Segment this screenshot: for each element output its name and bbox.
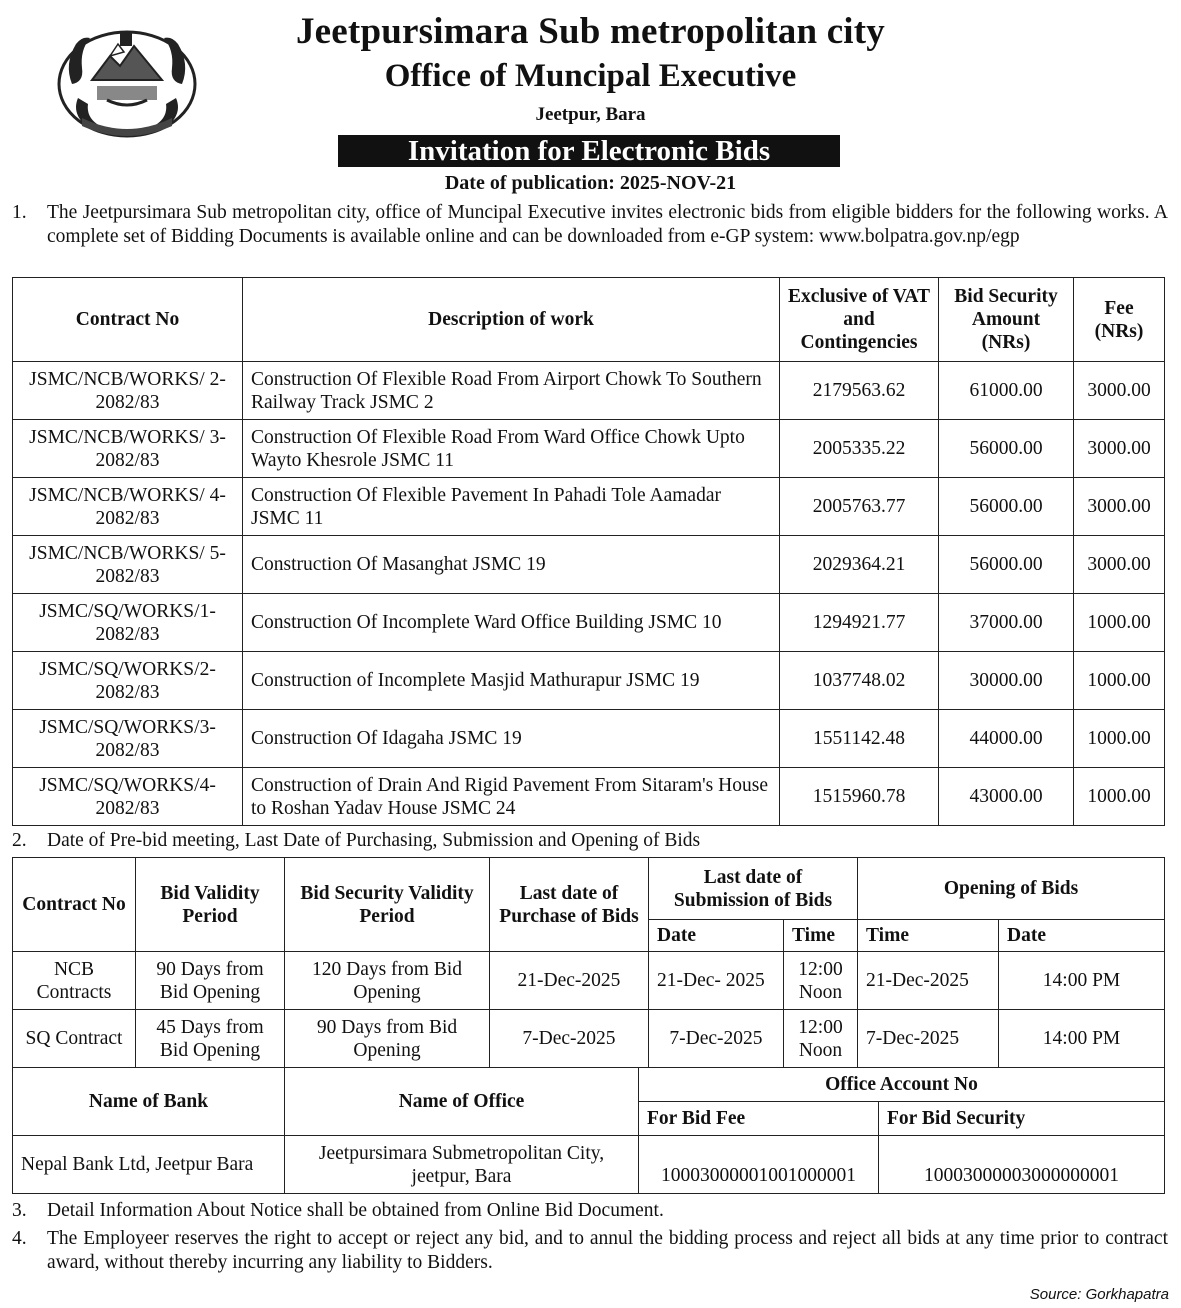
fee: 3000.00	[1074, 536, 1165, 594]
column-subheader: Time	[784, 920, 858, 952]
column-header: Last date of Purchase of Bids	[490, 858, 649, 952]
paragraph-number: 1.	[12, 202, 27, 223]
bid-security: 30000.00	[939, 652, 1074, 710]
fee: 3000.00	[1074, 420, 1165, 478]
paragraph-4	[12, 1227, 1168, 1275]
fee: 3000.00	[1074, 362, 1165, 420]
bid-validity: 90 Days from Bid Opening	[136, 952, 285, 1010]
column-header: Fee (NRs)	[1074, 278, 1165, 362]
contract-no: JSMC/SQ/WORKS/2- 2082/83	[13, 652, 243, 710]
column-header: Contract No	[13, 858, 136, 952]
publication-date: Date of publication: 2025-NOV-21	[444, 172, 737, 194]
submission-time: 12:00 Noon	[784, 1010, 858, 1068]
works-table	[12, 277, 1165, 826]
page-title: Jeetpursimara Sub metropolitan city	[295, 11, 886, 52]
bid-security: 37000.00	[939, 594, 1074, 652]
paragraph-number: 4.	[12, 1228, 27, 1249]
table-row	[13, 478, 1165, 536]
security-validity: 90 Days from Bid Opening	[285, 1010, 490, 1068]
paragraph-text: The Jeetpursimara Sub metropolitan city, office of Muncipal Executive invites electronic bids from eligible bidders for the following works. A complete set of Bidding Documents is available online and can be downloaded from e-GP system: www.bolpatra.gov.np/egp	[47, 202, 1168, 247]
contract-no: JSMC/NCB/WORKS/ 5-2082/83	[13, 536, 243, 594]
table-row	[13, 652, 1165, 710]
table-row	[13, 1010, 1165, 1068]
purchase-date: 21-Dec-2025	[490, 952, 649, 1010]
fee: 1000.00	[1074, 594, 1165, 652]
amount: 2029364.21	[780, 536, 939, 594]
table-row	[13, 768, 1165, 826]
work-description: Construction Of Flexible Road From Airport Chowk To Southern Railway Track JSMC 2	[243, 362, 780, 420]
amount: 2005335.22	[780, 420, 939, 478]
contract-no: JSMC/NCB/WORKS/ 2-2082/83	[13, 362, 243, 420]
opening-date: 14:00 PM	[999, 1010, 1165, 1068]
paragraph-text: Detail Information About Notice shall be obtained from Online Bid Document.	[47, 1200, 664, 1221]
fee: 1000.00	[1074, 768, 1165, 826]
table-row	[13, 710, 1165, 768]
contract-no: JSMC/SQ/WORKS/4- 2082/83	[13, 768, 243, 826]
bank-name: Nepal Bank Ltd, Jeetpur Bara	[13, 1136, 285, 1194]
table-row	[13, 536, 1165, 594]
column-header: Bid Security Validity Period	[285, 858, 490, 952]
amount: 2179563.62	[780, 362, 939, 420]
amount: 2005763.77	[780, 478, 939, 536]
column-header: Name of Bank	[13, 1068, 285, 1136]
paragraph-text: Date of Pre-bid meeting, Last Date of Purchasing, Submission and Opening of Bids	[47, 830, 701, 851]
bid-security: 61000.00	[939, 362, 1074, 420]
column-header: Description of work	[243, 278, 780, 362]
amount: 1515960.78	[780, 768, 939, 826]
column-header: Bid Validity Period	[136, 858, 285, 952]
source-credit: Source: Gorkhapatra	[1029, 1286, 1169, 1303]
table-row	[13, 420, 1165, 478]
amount: 1037748.02	[780, 652, 939, 710]
column-header: Contract No	[13, 278, 243, 362]
paragraph-number: 3.	[12, 1200, 27, 1221]
table-header-row	[13, 858, 1165, 920]
office-location: Jeetpur, Bara	[535, 104, 646, 125]
amount: 1294921.77	[780, 594, 939, 652]
contract-no: JSMC/SQ/WORKS/3- 2082/83	[13, 710, 243, 768]
contract-no: JSMC/NCB/WORKS/ 3-2082/83	[13, 420, 243, 478]
dates-table	[12, 857, 1165, 1068]
bid-security: 56000.00	[939, 478, 1074, 536]
fee: 3000.00	[1074, 478, 1165, 536]
bid-security: 44000.00	[939, 710, 1074, 768]
fee: 1000.00	[1074, 652, 1165, 710]
paragraph-number: 2.	[12, 830, 27, 851]
work-description: Construction Of Flexible Road From Ward Office Chowk Upto Wayto Khesrole JSMC 11	[243, 420, 780, 478]
column-subheader: Date	[999, 920, 1165, 952]
column-subheader: Date	[649, 920, 784, 952]
column-subheader: Time	[858, 920, 999, 952]
bid-security: 43000.00	[939, 768, 1074, 826]
table-row	[13, 952, 1165, 1010]
column-header: Name of Office	[285, 1068, 639, 1136]
table-row	[13, 1136, 1165, 1194]
opening-date: 14:00 PM	[999, 952, 1165, 1010]
column-header: Opening of Bids	[858, 858, 1165, 920]
work-description: Construction Of Incomplete Ward Office Building JSMC 10	[243, 594, 780, 652]
column-subheader: For Bid Security	[879, 1102, 1165, 1136]
opening-time: 21-Dec-2025	[858, 952, 999, 1010]
office-title: Office of Muncipal Executive	[384, 58, 797, 94]
column-header: Bid Security Amount (NRs)	[939, 278, 1074, 362]
paragraph-3	[12, 1199, 1168, 1223]
work-description: Construction Of Flexible Pavement In Pahadi Tole Aamadar JSMC 11	[243, 478, 780, 536]
contract-type: SQ Contract	[13, 1010, 136, 1068]
column-subheader: For Bid Fee	[639, 1102, 879, 1136]
amount: 1551142.48	[780, 710, 939, 768]
office-name: Jeetpursimara Submetropolitan City, jeetpur, Bara	[285, 1136, 639, 1194]
bid-security: 56000.00	[939, 420, 1074, 478]
notice-banner: Invitation for Electronic Bids	[338, 135, 840, 167]
contract-no: JSMC/NCB/WORKS/ 4-2082/83	[13, 478, 243, 536]
paragraph-text: The Employeer reserves the right to accept or reject any bid, and to annul the bidding process and reject all bids at any time prior to contract award, without thereby incurring any liability to Bidders.	[47, 1228, 1168, 1273]
work-description: Construction Of Masanghat JSMC 19	[243, 536, 780, 594]
table-row	[13, 362, 1165, 420]
submission-date: 7-Dec-2025	[649, 1010, 784, 1068]
security-validity: 120 Days from Bid Opening	[285, 952, 490, 1010]
fee-account-number: 10003000001001000001	[639, 1136, 879, 1194]
bid-security: 56000.00	[939, 536, 1074, 594]
bid-validity: 45 Days from Bid Opening	[136, 1010, 285, 1068]
bank-table	[12, 1067, 1165, 1194]
opening-time: 7-Dec-2025	[858, 1010, 999, 1068]
work-description: Construction of Incomplete Masjid Mathurapur JSMC 19	[243, 652, 780, 710]
column-header: Last date of Submission of Bids	[649, 858, 858, 920]
paragraph-1	[12, 201, 1168, 249]
security-account-number: 10003000003000000001	[879, 1136, 1165, 1194]
table-row	[13, 594, 1165, 652]
column-header: Exclusive of VAT and Contingencies	[780, 278, 939, 362]
work-description: Construction Of Idagaha JSMC 19	[243, 710, 780, 768]
table-header-row	[13, 278, 1165, 362]
submission-time: 12:00 Noon	[784, 952, 858, 1010]
work-description: Construction of Drain And Rigid Pavement From Sitaram's House to Roshan Yadav House JSMC 24	[243, 768, 780, 826]
column-header: Office Account No	[639, 1068, 1165, 1102]
contract-no: JSMC/SQ/WORKS/1- 2082/83	[13, 594, 243, 652]
submission-date: 21-Dec- 2025	[649, 952, 784, 1010]
fee: 1000.00	[1074, 710, 1165, 768]
paragraph-2	[12, 829, 1168, 853]
purchase-date: 7-Dec-2025	[490, 1010, 649, 1068]
contract-type: NCB Contracts	[13, 952, 136, 1010]
table-header-row	[13, 1068, 1165, 1102]
